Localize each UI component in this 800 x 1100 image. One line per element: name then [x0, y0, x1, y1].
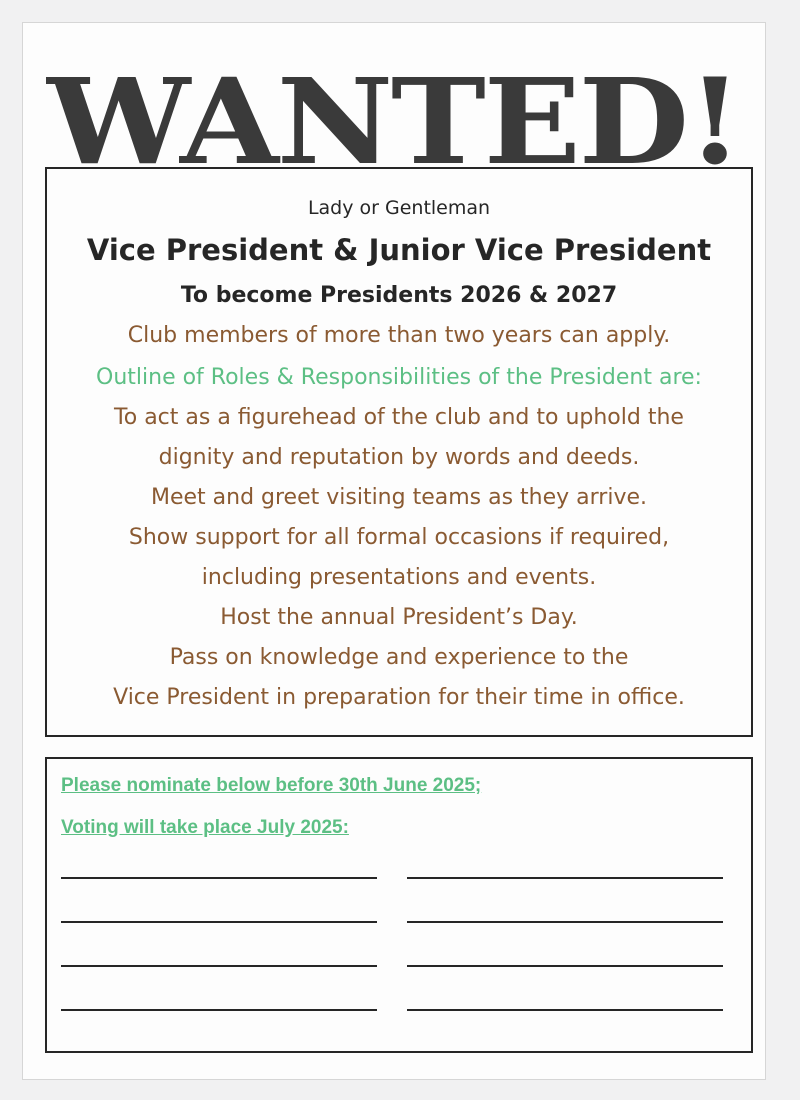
headline-wanted: WANTED! — [47, 52, 741, 191]
subtitle-text: To become Presidents 2026 & 2027 — [180, 283, 618, 308]
nomination-line — [407, 965, 723, 967]
role-line: Show support for all formal occasions if required, — [128, 525, 670, 550]
eligibility-text: Club members of more than two years can apply. — [127, 323, 671, 348]
nomination-line — [407, 877, 723, 879]
poster-sheet — [22, 22, 766, 1080]
voting-date: Voting will take place July 2025: — [61, 817, 349, 838]
role-line: Pass on knowledge and experience to the — [169, 645, 629, 670]
nomination-line — [61, 877, 377, 879]
role-line: Meet and greet visiting teams as they arrive. — [150, 485, 648, 510]
roles-heading: Outline of Roles & Responsibilities of the President are: — [96, 365, 702, 390]
nomination-box — [45, 757, 753, 1053]
nomination-line — [407, 1009, 723, 1011]
nomination-line — [61, 965, 377, 967]
positions-title: Vice President & Junior Vice President — [86, 233, 712, 267]
nomination-line — [407, 921, 723, 923]
nomination-line — [61, 1009, 377, 1011]
nomination-line — [61, 921, 377, 923]
role-line: Host the annual President’s Day. — [220, 605, 578, 630]
role-line: including presentations and events. — [201, 565, 597, 590]
details-box — [45, 167, 753, 737]
role-line: Vice President in preparation for their time in office. — [113, 685, 685, 710]
intro-text: Lady or Gentleman — [307, 197, 491, 219]
role-line: To act as a figurehead of the club and to uphold the — [114, 405, 684, 430]
nomination-deadline: Please nominate below before 30th June 2025; — [61, 775, 482, 796]
role-line: dignity and reputation by words and deeds. — [158, 445, 640, 470]
